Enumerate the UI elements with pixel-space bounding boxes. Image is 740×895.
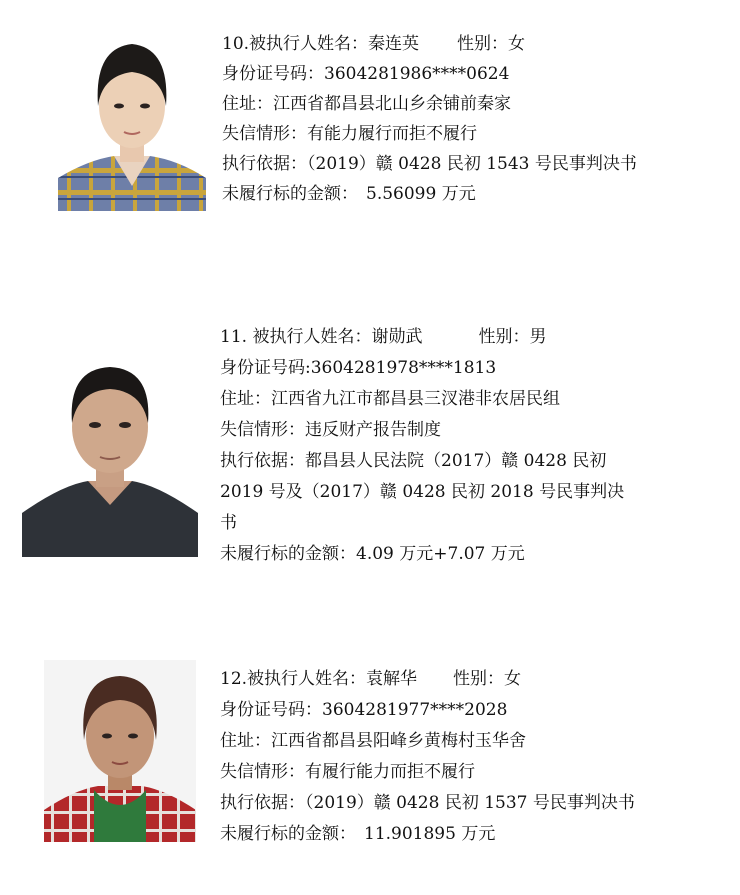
name-line: 10.被执行人姓名：秦连英 [222, 34, 420, 54]
situation-line: 失信情形：有履行能力而拒不履行 [220, 762, 475, 782]
id-line: 身份证号码：3604281977****2028 [220, 700, 508, 720]
address-line: 住址：江西省都昌县北山乡余铺前秦家 [222, 94, 511, 114]
gender: 性别：女 [457, 34, 526, 54]
name-line: 11. 被执行人姓名：谢勋武 [220, 327, 423, 347]
amount-label: 未履行标的金额： [220, 824, 356, 844]
person-photo-2 [22, 345, 198, 557]
person-photo-3 [44, 660, 196, 842]
address-line: 住址：江西省都昌县阳峰乡黄梅村玉华舍 [220, 731, 526, 751]
situation-line: 失信情形：违反财产报告制度 [220, 420, 441, 440]
situation-line: 失信情形：有能力履行而拒不履行 [222, 124, 477, 144]
basis-line: 执行依据：（2019）赣 0428 民初 1537 号民事判决书 [220, 793, 635, 813]
gender: 性别：女 [453, 669, 522, 689]
name-line: 12.被执行人姓名：袁解华 [220, 669, 418, 689]
basis-line: 执行依据：（2019）赣 0428 民初 1543 号民事判决书 [222, 154, 637, 174]
basis-line-1: 执行依据：都昌县人民法院（2017）赣 0428 民初 [220, 451, 607, 471]
gender: 性别：男 [478, 327, 547, 347]
basis-line-3: 书 [220, 513, 237, 533]
id-line: 身份证号码：3604281986****0624 [222, 64, 510, 84]
address-line: 住址：江西省九江市都昌县三汊港非农居民组 [220, 389, 560, 409]
person-photo-1 [58, 28, 206, 211]
record-10 [222, 29, 637, 209]
amount-line: 未履行标的金额：4.09 万元+7.07 万元 [220, 544, 525, 564]
basis-line-2: 2019 号及（2017）赣 0428 民初 2018 号民事判决 [220, 482, 625, 502]
record-11 [220, 322, 624, 570]
record-12 [220, 664, 635, 850]
id-line: 身份证号码:3604281978****1813 [220, 358, 497, 378]
amount-value: 5.56099 万元 [366, 184, 476, 204]
amount-label: 未履行标的金额： [222, 184, 358, 204]
amount-value: 11.901895 万元 [364, 824, 496, 844]
